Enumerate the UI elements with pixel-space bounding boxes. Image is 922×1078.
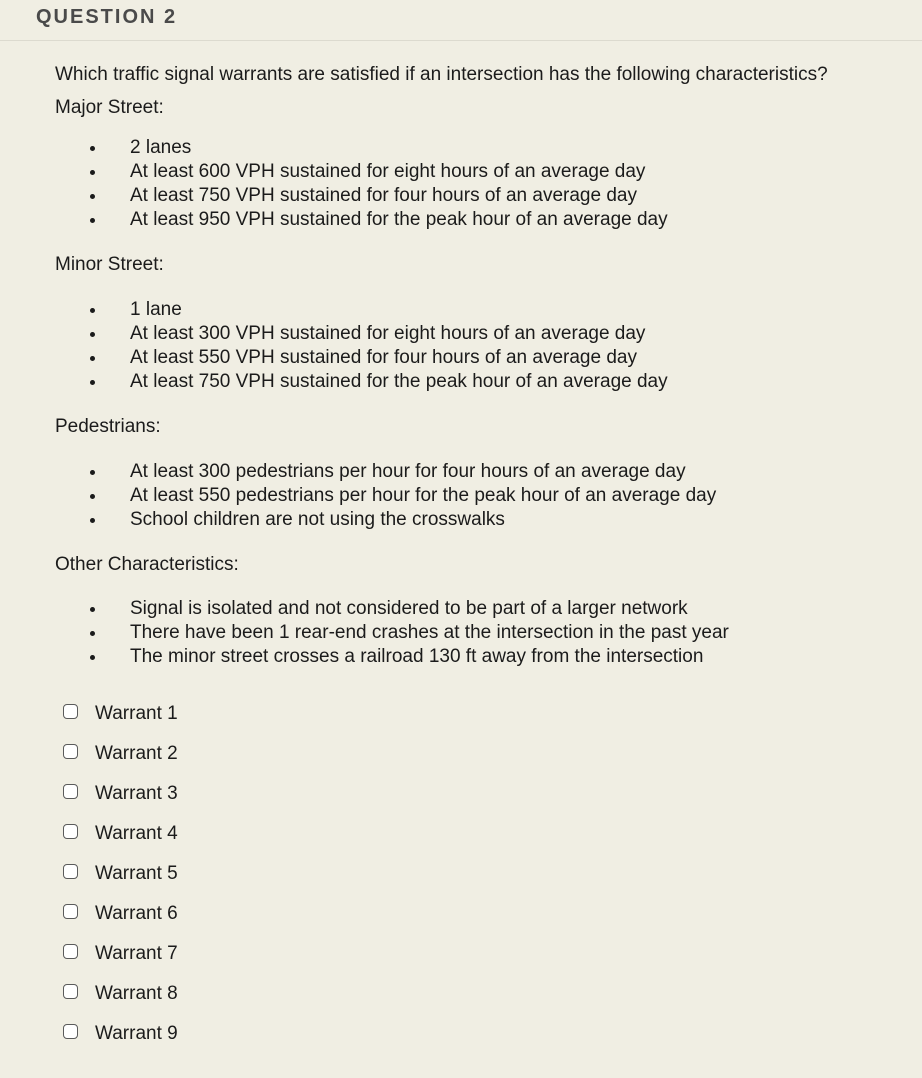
checkbox-warrant-5[interactable] xyxy=(63,864,78,879)
answer-options xyxy=(63,694,178,1054)
bullet-icon xyxy=(90,146,95,151)
bullet-icon xyxy=(90,332,95,337)
option-warrant-9[interactable] xyxy=(63,1014,178,1054)
list-item: At least 950 VPH sustained for the peak hour of an average day xyxy=(55,208,915,232)
bullet-icon xyxy=(90,170,95,175)
section-heading-pedestrians: Pedestrians: xyxy=(55,416,161,437)
bullet-icon xyxy=(90,631,95,636)
checkbox-warrant-3[interactable] xyxy=(63,784,78,799)
checkbox-warrant-7[interactable] xyxy=(63,944,78,959)
checkbox-warrant-8[interactable] xyxy=(63,984,78,999)
bullet-icon xyxy=(90,308,95,313)
question-prompt: Which traffic signal warrants are satisfied if an intersection has the following characteristics? xyxy=(55,64,828,85)
bullet-icon xyxy=(90,194,95,199)
list-item: At least 550 pedestrians per hour for the peak hour of an average day xyxy=(55,484,915,508)
list-item: At least 300 VPH sustained for eight hours of an average day xyxy=(55,322,915,346)
list-item: 1 lane xyxy=(55,298,915,322)
section-heading-minor-street: Minor Street: xyxy=(55,254,164,275)
option-label[interactable]: Warrant 8 xyxy=(95,983,178,1004)
checkbox-warrant-6[interactable] xyxy=(63,904,78,919)
option-label[interactable]: Warrant 2 xyxy=(95,743,178,764)
option-warrant-3[interactable] xyxy=(63,774,178,814)
bullet-icon xyxy=(90,494,95,499)
option-label[interactable]: Warrant 1 xyxy=(95,703,178,724)
other-characteristics-list xyxy=(55,597,915,669)
bullet-icon xyxy=(90,518,95,523)
list-item: Signal is isolated and not considered to be part of a larger network xyxy=(55,597,915,621)
header-divider xyxy=(0,40,922,41)
list-item: At least 300 pedestrians per hour for four hours of an average day xyxy=(55,460,915,484)
list-item: There have been 1 rear-end crashes at the intersection in the past year xyxy=(55,621,915,645)
section-heading-other-characteristics: Other Characteristics: xyxy=(55,554,239,575)
list-item: 2 lanes xyxy=(55,136,915,160)
option-warrant-6[interactable] xyxy=(63,894,178,934)
major-street-list xyxy=(55,136,915,232)
checkbox-warrant-4[interactable] xyxy=(63,824,78,839)
section-heading-major-street: Major Street: xyxy=(55,97,164,118)
list-item: At least 750 VPH sustained for four hours of an average day xyxy=(55,184,915,208)
option-warrant-8[interactable] xyxy=(63,974,178,1014)
option-label[interactable]: Warrant 4 xyxy=(95,823,178,844)
option-warrant-7[interactable] xyxy=(63,934,178,974)
option-warrant-1[interactable] xyxy=(63,694,178,734)
option-label[interactable]: Warrant 7 xyxy=(95,943,178,964)
bullet-icon xyxy=(90,655,95,660)
bullet-icon xyxy=(90,218,95,223)
list-item: At least 550 VPH sustained for four hours of an average day xyxy=(55,346,915,370)
checkbox-warrant-1[interactable] xyxy=(63,704,78,719)
option-label[interactable]: Warrant 3 xyxy=(95,783,178,804)
bullet-icon xyxy=(90,380,95,385)
option-label[interactable]: Warrant 6 xyxy=(95,903,178,924)
question-title: QUESTION 2 xyxy=(36,6,178,28)
list-item: At least 750 VPH sustained for the peak hour of an average day xyxy=(55,370,915,394)
option-warrant-4[interactable] xyxy=(63,814,178,854)
option-label[interactable]: Warrant 9 xyxy=(95,1023,178,1044)
option-label[interactable]: Warrant 5 xyxy=(95,863,178,884)
bullet-icon xyxy=(90,356,95,361)
list-item: School children are not using the crosswalks xyxy=(55,508,915,532)
checkbox-warrant-9[interactable] xyxy=(63,1024,78,1039)
minor-street-list xyxy=(55,298,915,394)
option-warrant-2[interactable] xyxy=(63,734,178,774)
option-warrant-5[interactable] xyxy=(63,854,178,894)
bullet-icon xyxy=(90,470,95,475)
list-item: The minor street crosses a railroad 130 ft away from the intersection xyxy=(55,645,915,669)
pedestrians-list xyxy=(55,460,915,532)
checkbox-warrant-2[interactable] xyxy=(63,744,78,759)
bullet-icon xyxy=(90,607,95,612)
question-body xyxy=(55,62,915,669)
list-item: At least 600 VPH sustained for eight hours of an average day xyxy=(55,160,915,184)
